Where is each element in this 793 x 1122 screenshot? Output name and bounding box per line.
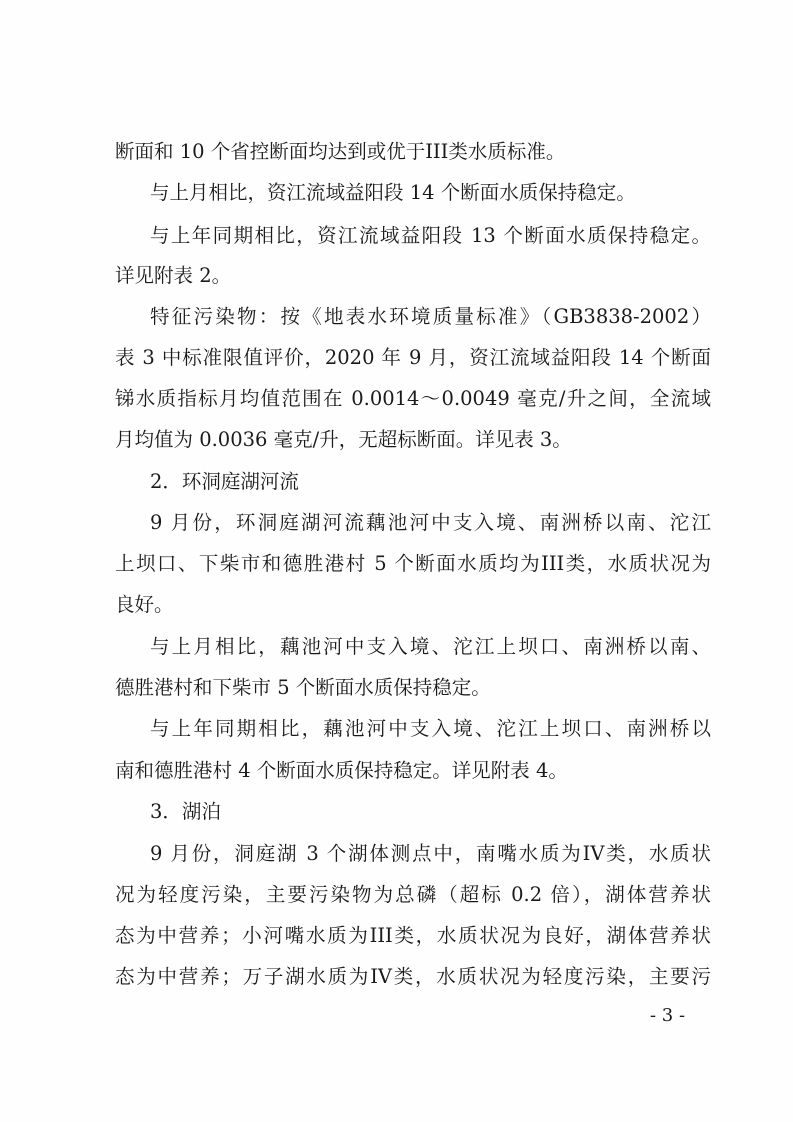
- page-number: - 3 -: [650, 1005, 686, 1026]
- paragraph-line: 与上年同期相比，资江流域益阳段 13 个断面水质保持稳定。: [150, 224, 711, 247]
- paragraph-line: 断面和 10 个省控断面均达到或优于III类水质标准。: [115, 140, 566, 163]
- paragraph-line: 特征污染物：按《地表水环境质量标准》（GB3838-2002）: [150, 305, 711, 328]
- paragraph-line: 表 3 中标准限值评价，2020 年 9 月，资江流域益阳段 14 个断面: [115, 346, 711, 369]
- paragraph-line: 况为轻度污染，主要污染物为总磷（超标 0.2 倍），湖体营养状: [115, 883, 711, 906]
- paragraph-line: 与上月相比，资江流域益阳段 14 个断面水质保持稳定。: [150, 181, 636, 204]
- paragraph-line: 与上年同期相比，藕池河中支入境、沱江上坝口、南洲桥以: [150, 717, 711, 740]
- paragraph-line: 月均值为 0.0036 毫克/升，无超标断面。详见表 3。: [115, 428, 572, 451]
- paragraph-line: 态为中营养；万子湖水质为IV类，水质状况为轻度污染，主要污: [115, 965, 711, 988]
- paragraph-line: 上坝口、下柴市和德胜港村 5 个断面水质均为III类，水质状况为: [115, 552, 711, 575]
- section-heading: 3．湖泊: [150, 800, 221, 823]
- paragraph-line: 态为中营养；小河嘴水质为III类，水质状况为良好，湖体营养状: [115, 924, 711, 947]
- paragraph-line: 9 月份，环洞庭湖河流藕池河中支入境、南洲桥以南、沱江: [150, 511, 711, 534]
- paragraph-line: 德胜港村和下柴市 5 个断面水质保持稳定。: [115, 676, 491, 699]
- paragraph-line: 9 月份，洞庭湖 3 个湖体测点中，南嘴水质为IV类，水质状: [150, 842, 711, 865]
- paragraph-line: 锑水质指标月均值范围在 0.0014～0.0049 毫克/升之间，全流域: [115, 387, 711, 410]
- paragraph-line: 详见附表 2。: [115, 264, 232, 287]
- paragraph-line: 良好。: [115, 593, 174, 616]
- paragraph-line: 与上月相比，藕池河中支入境、沱江上坝口、南洲桥以南、: [150, 635, 711, 658]
- paragraph-line: 南和德胜港村 4 个断面水质保持稳定。详见附表 4。: [115, 759, 568, 782]
- section-heading: 2．环洞庭湖河流: [150, 470, 299, 493]
